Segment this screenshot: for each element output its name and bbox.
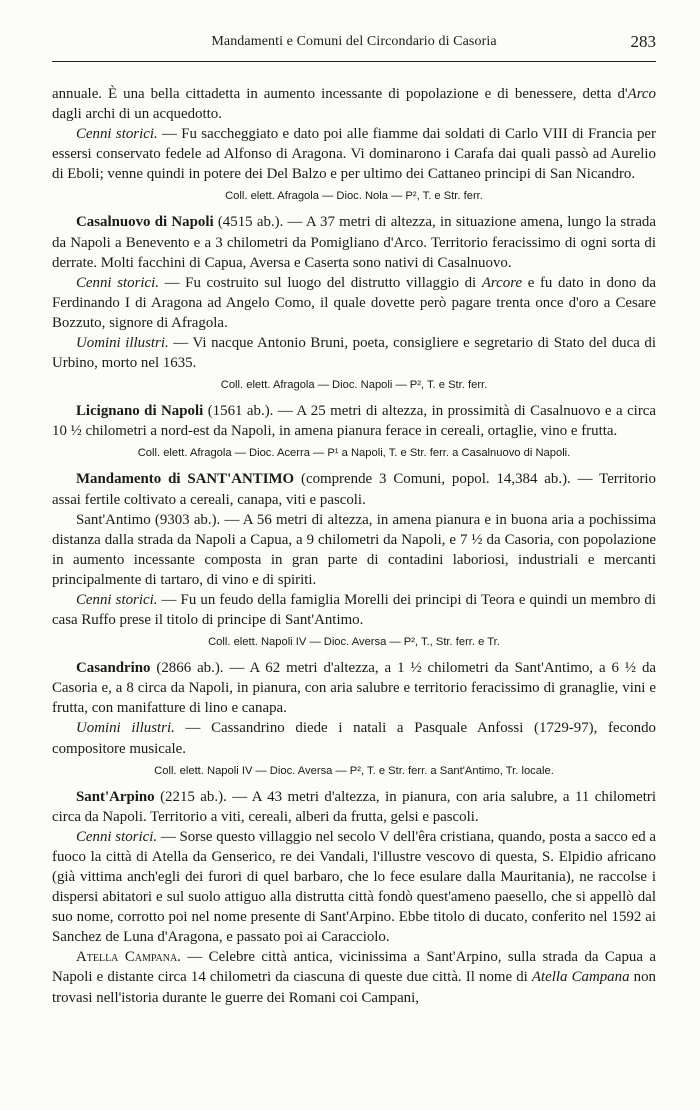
paragraph-cenni-storici-4: Cenni storici. — Sorse questo villaggio nel secolo V dell'êra cristiana, quando, posta a sacco ed a fuoco la città di Atella da Genserico, re dei Vandali, l'illustre vescovo di questa, S. Elpidio africano (già vittima anch'egli dei furori di quel barbaro, che lo fece esulare dalla Mauritania), ne raccolse i dispersi abitatori e sul suolo attiguo alla distrutta città fondò quest'ameno paesello, che si appellò dal suo nome, corrotto poi nel nome presente di Sant'Arpino. Ebbe titolo di ducato, conferito nel 1592 ai Sanchez de Luna d'Aragona, e passato poi ai Caracciolo. (52, 828, 657, 946)
running-header (52, 30, 656, 58)
paragraph-licignano: Licignano di Napoli (1561 ab.). — A 25 metri di altezza, in prossimità di Casalnuovo e a circa 10 ½ chilometri a nord-est da Napoli, in amena pianura ferace in cereali, ortaglie, vino e frutta. (52, 403, 656, 440)
paragraph-cenni-storici-2: Cenni storici. — Fu costruito sul luogo del distrutto villaggio di Arcore e fu dato in dono da Ferdinando I di Aragona ad Angelo Como, il quale dovette però pagare trenta once d'oro a Cesare Bozzuto, signore di Afragola. (52, 274, 656, 331)
electoral-note-3: Coll. elett. Afragola — Dioc. Acerra — P¹ a Napoli, T. e Str. ferr. a Casalnuovo di Napoli. (137, 447, 571, 460)
paragraph-casandrino: Casandrino (2866 ab.). — A 62 metri d'altezza, a 1 ½ chilometri da Sant'Antimo, a 6 ½ da Casoria e, a 8 circa da Napoli, in pianura, con aria salubre e territorio feracissimo di granaglie, vini e frutta, con manifatture di lino e canapa. (52, 660, 656, 717)
paragraph-annuale: annuale. È una bella cittadetta in aumento incessante di popolazione e di benessere, detta d'Arco dagli archi di un acquedotto. (52, 86, 656, 123)
paragraph-casalnuovo: Casalnuovo di Napoli (4515 ab.). — A 37 metri di altezza, in situazione amena, lungo la strada da Napoli a Benevento e a 3 chilometri da Pomigliano d'Arco. Territorio feracissimo di ogni sorta di derrate. Molti facchini di Capua, Aversa e Caserta sono nativi di Casalnuovo. (52, 214, 656, 271)
paragraph-uomini-illustri-1: Uomini illustri. — Vi nacque Antonio Bruni, poeta, consigliere e segretario di Stato del duca di Urbino, morto nel 1635. (52, 335, 656, 372)
electoral-note-4: Coll. elett. Napoli IV — Dioc. Aversa — P², T., Str. ferr. e Tr. (208, 636, 500, 649)
paragraph-mandamento: Mandamento di SANT'ANTIMO (comprende 3 Comuni, popol. 14,384 ab.). — Territorio assai fertile coltivato a cereali, canapa, viti e pascoli. (52, 471, 656, 508)
electoral-note-1: Coll. elett. Afragola — Dioc. Nola — P², T. e Str. ferr. (225, 190, 483, 203)
paragraph-cenni-storici-1: Cenni storici. — Fu saccheggiato e dato poi alle fiamme dai soldati di Carlo VIII di Francia per essersi conservato fedele ad Alfonso di Aragona. Vi dominarono i Carafa dai quali passò ad Aurelio di Eboli; venne quindi in potere dei Del Balzo e per ultimo dei Cattaneo principi di San Nicandro. (52, 126, 656, 183)
page-number: 283 (630, 32, 656, 51)
page-body (52, 84, 656, 1008)
paragraph-uomini-illustri-2: Uomini illustri. — Cassandrino diede i natali a Pasquale Anfossi (1729-97), fecondo compositore musicale. (52, 720, 656, 757)
paragraph-cenni-storici-3: Cenni storici. — Fu un feudo della famiglia Morelli dei principi di Teora e quindi un membro di casa Ruffo prese il titolo di principe di Sant'Antimo. (52, 591, 656, 629)
electoral-note-2: Coll. elett. Afragola — Dioc. Napoli — P², T. e Str. ferr. (220, 379, 488, 392)
header-rule (52, 61, 656, 62)
paragraph-santarpino: Sant'Arpino (2215 ab.). — A 43 metri d'altezza, in pianura, con aria salubre, a 11 chilometri circa da Napoli. Territorio a viti, cereali, alberi da frutta, gelsi e pascoli. (52, 788, 656, 825)
paragraph-santantimo: Sant'Antimo (9303 ab.). — A 56 metri di altezza, in amena pianura e in buona aria a pochissima distanza dalla strada da Napoli a Capua, a 9 chilometri da Napoli, e 7 ½ da Casoria, con popolazione in aumento incessante composta in gran parte di contadini laboriosi, industriali e mercanti principalmente di tartaro, di vino e di spiriti. (52, 511, 656, 588)
paragraph-atella-campana: Atella Campana. — Celebre città antica, vicinissima a Sant'Arpino, sulla strada da Capua a Napoli e distante circa 14 chilometri da ciascuna di queste due città. Il nome di Atella Campana non trovasi nell'istoria durante le guerre dei Romani coi Campani, (52, 949, 656, 1006)
running-title: Mandamenti e Comuni del Circondario di Casoria (211, 34, 497, 49)
electoral-note-5: Coll. elett. Napoli IV — Dioc. Aversa — P², T. e Str. ferr. a Sant'Antimo, Tr. locale. (154, 764, 554, 777)
